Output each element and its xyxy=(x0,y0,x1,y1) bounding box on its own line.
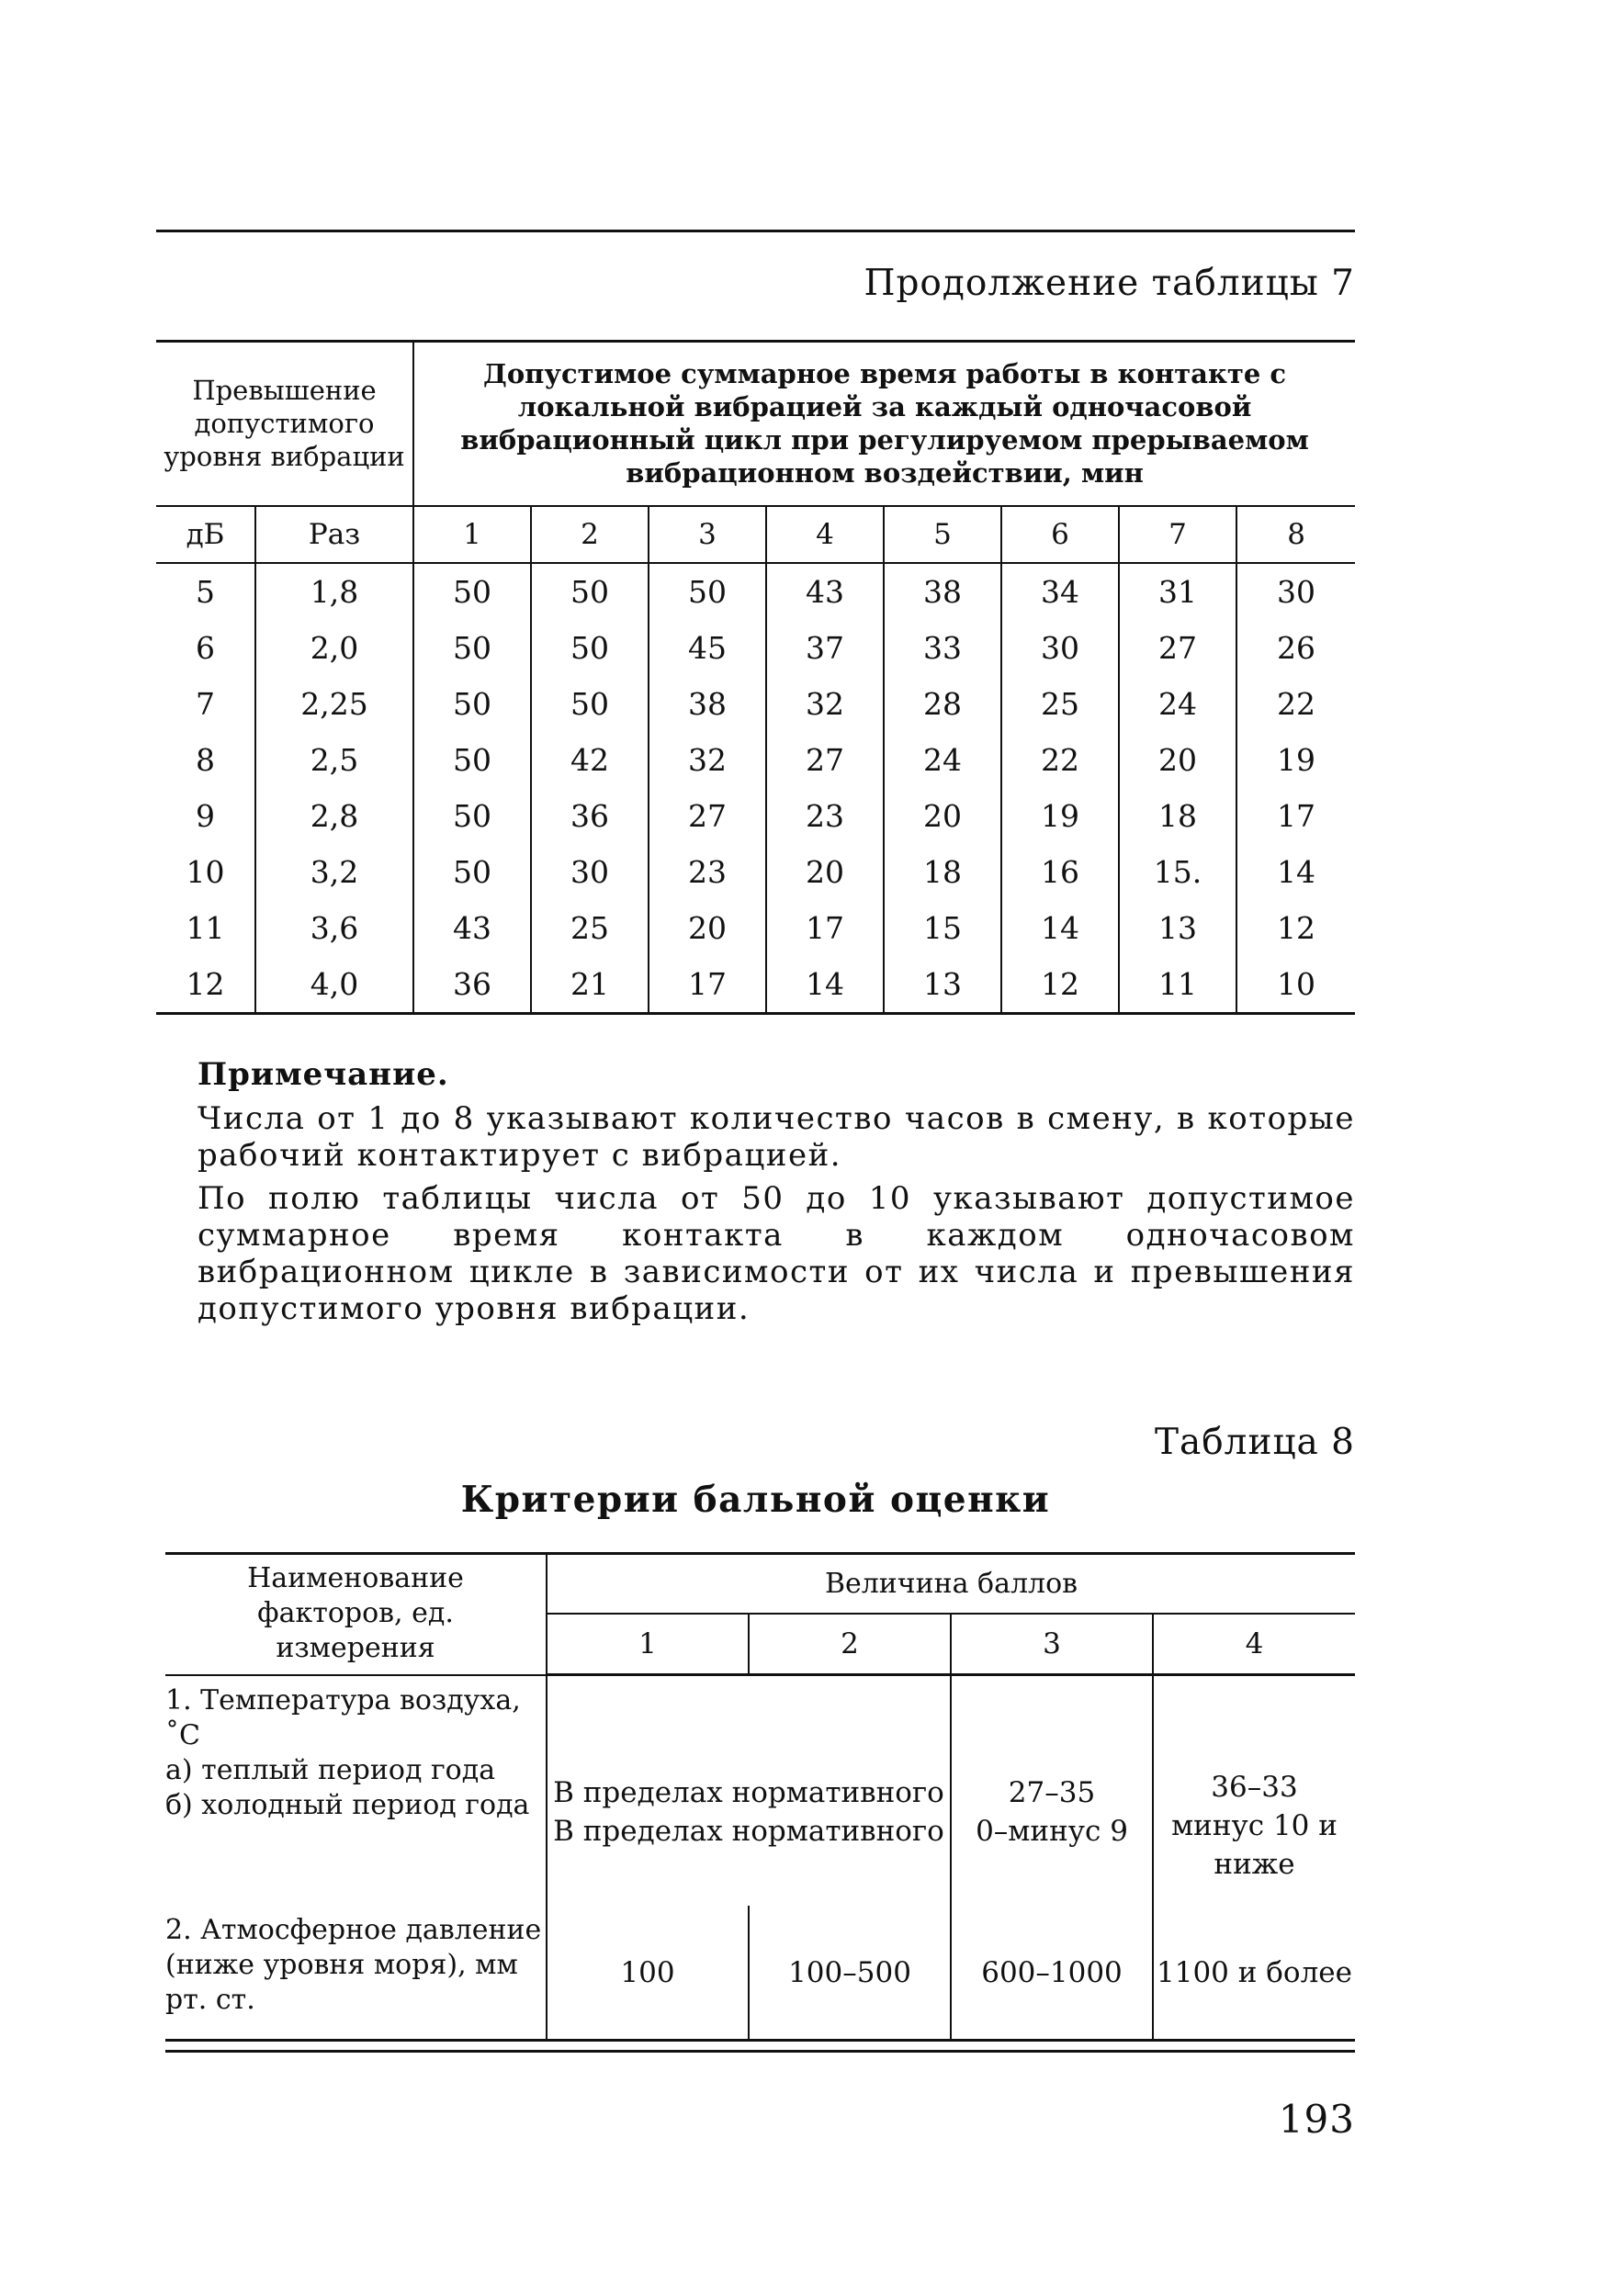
table7-cell: 26 xyxy=(1277,630,1316,666)
table8-subheader: 1 xyxy=(547,1614,749,1675)
table7-cell: 50 xyxy=(531,563,649,620)
table7-cell: 2,8 xyxy=(255,788,413,844)
table7-cell: 2,25 xyxy=(255,676,413,732)
table7-row xyxy=(156,620,1355,676)
table7-row xyxy=(156,956,1355,1014)
table7-cell: 27 xyxy=(649,788,766,844)
table7-cell: 9 xyxy=(156,788,255,844)
table7-cell: 32 xyxy=(649,732,766,788)
table8-row1-score4 xyxy=(1153,1675,1355,1907)
table7-subheader: дБ xyxy=(156,506,255,563)
table7-cell: 5 xyxy=(156,563,255,620)
table7-cell: 50 xyxy=(413,676,531,732)
table8-row2-value: 100 xyxy=(547,1906,749,2041)
factor-a: а) теплый период года xyxy=(165,1753,496,1786)
table7-cell: 11 xyxy=(1119,956,1236,1014)
table8-title: Критерии бальной оценки xyxy=(460,1479,1051,1521)
top-rule xyxy=(156,230,1355,232)
table7-cell: 19 xyxy=(1001,788,1119,844)
table8-subheader: 3 xyxy=(951,1614,1153,1675)
table7-cell: 30 xyxy=(1001,620,1119,676)
table7-cell: 50 xyxy=(413,732,531,788)
table7-cell: 24 xyxy=(1119,676,1236,732)
table7-row xyxy=(156,732,1355,788)
table7-subheader: 2 xyxy=(531,506,649,563)
table7-subheader: 8 xyxy=(1236,506,1355,563)
normative-b: В пределах нормативного xyxy=(553,1815,944,1848)
table7-row xyxy=(156,844,1355,900)
table7-cell: 36 xyxy=(531,788,649,844)
table7-cell: 23 xyxy=(649,844,766,900)
score4-b: минус 10 и ниже xyxy=(1171,1809,1338,1881)
factor-title: 1. Температура воздуха, ˚С xyxy=(165,1683,521,1751)
table7-subheader: Раз xyxy=(255,506,413,563)
table7-cell: 20 xyxy=(649,900,766,956)
table8-main-header: Величина баллов xyxy=(547,1554,1355,1614)
note-paragraph-2: По полю таблицы числа от 50 до 10 указывают допустимое суммарное время контакта в каждом одночасовом вибрационном цикле в зависимости от их числа и превышения допустимого уровня вибрации. xyxy=(198,1180,1355,1327)
table7-cell: 25 xyxy=(531,900,649,956)
score3-b: 0–минус 9 xyxy=(976,1815,1128,1848)
table7-cell: 42 xyxy=(531,732,649,788)
table7-cell: 43 xyxy=(766,563,884,620)
table7-cell: 6 xyxy=(156,620,255,676)
table7-row xyxy=(156,563,1355,620)
table7-cell: 21 xyxy=(531,956,649,1014)
table7-cell: 34 xyxy=(1001,563,1119,620)
score3-a: 27–35 xyxy=(1008,1776,1096,1809)
table8-subheader: 4 xyxy=(1153,1614,1355,1675)
table7-cell: 1,8 xyxy=(255,563,413,620)
table7-cell: 2,0 xyxy=(255,620,413,676)
normative-a: В пределах нормативного xyxy=(553,1776,944,1809)
table7-cell: 38 xyxy=(649,676,766,732)
table7-cell: 30 xyxy=(531,844,649,900)
continuation-caption: Продолжение таблицы 7 xyxy=(864,263,1355,304)
table7-cell: 43 xyxy=(413,900,531,956)
table7-subheader: 6 xyxy=(1001,506,1119,563)
note-title: Примечание. xyxy=(198,1056,449,1093)
table7-cell: 45 xyxy=(649,620,766,676)
table7-row xyxy=(156,900,1355,956)
table8-left-header: Наименование факторов, ед. измерения xyxy=(165,1554,547,1675)
table7-cell: 23 xyxy=(766,788,884,844)
table7-cell: 31 xyxy=(1119,563,1236,620)
table7-cell: 12 xyxy=(1001,956,1119,1014)
table7-cell: 19 xyxy=(1277,742,1316,778)
table8-row2-value: 100–500 xyxy=(749,1906,951,2041)
table7-cell: 20 xyxy=(766,844,884,900)
table7-row xyxy=(156,788,1355,844)
table7-cell: 36 xyxy=(413,956,531,1014)
table7-cell: 27 xyxy=(766,732,884,788)
table7-cell: 3,2 xyxy=(255,844,413,900)
table7-subheader: 4 xyxy=(766,506,884,563)
table7-cell: 50 xyxy=(413,620,531,676)
table7-cell: 22 xyxy=(1277,686,1316,722)
table7-cell: 14 xyxy=(1001,900,1119,956)
table7-cell: 15. xyxy=(1119,844,1236,900)
table7-cell: 10 xyxy=(1236,956,1355,1014)
table7-subheader: 5 xyxy=(884,506,1001,563)
table7-cell: 13 xyxy=(1119,900,1236,956)
table7-cell: 30 xyxy=(1277,574,1316,610)
table7-cell: 50 xyxy=(413,563,531,620)
table7-cell: 32 xyxy=(766,676,884,732)
table7-cell: 8 xyxy=(156,732,255,788)
table7-cell: 17 xyxy=(1277,798,1316,834)
table7-cell: 28 xyxy=(884,676,1001,732)
table7-cell: 3,6 xyxy=(255,900,413,956)
table7-cell: 17 xyxy=(649,956,766,1014)
table7-left-header: Превышение допустимого уровня вибрации xyxy=(156,342,413,506)
factor-b: б) холодный период года xyxy=(165,1788,530,1821)
table7-cell: 50 xyxy=(413,844,531,900)
table7-cell: 27 xyxy=(1119,620,1236,676)
table8-row2-value: 600–1000 xyxy=(951,1906,1153,2041)
table8-row1-normative xyxy=(547,1675,951,1907)
table7-cell: 18 xyxy=(884,844,1001,900)
table7-cell: 33 xyxy=(884,620,1001,676)
table7-cell: 2,5 xyxy=(255,732,413,788)
table7-cell: 17 xyxy=(766,900,884,956)
table7-cell: 22 xyxy=(1001,732,1119,788)
table7-cell: 20 xyxy=(884,788,1001,844)
table7-subheader: 1 xyxy=(413,506,531,563)
table7-subheader: 3 xyxy=(649,506,766,563)
table7-cell: 50 xyxy=(531,620,649,676)
table7-cell: 7 xyxy=(156,676,255,732)
table7-cell: 11 xyxy=(156,900,255,956)
table7-cell: 12 xyxy=(156,956,255,1014)
table7-cell: 12 xyxy=(1277,910,1316,946)
table7-cell: 4,0 xyxy=(255,956,413,1014)
table7-body xyxy=(156,563,1355,1014)
table-8 xyxy=(165,1554,1355,2042)
table-7 xyxy=(156,342,1355,1015)
table7-row xyxy=(156,676,1355,732)
table8-subheader: 2 xyxy=(749,1614,951,1675)
table7-cell: 20 xyxy=(1119,732,1236,788)
table7-cell: 25 xyxy=(1001,676,1119,732)
table7-cell: 18 xyxy=(1119,788,1236,844)
table8-row1-score3 xyxy=(951,1675,1153,1907)
table7-cell: 38 xyxy=(884,563,1001,620)
table7-cell: 50 xyxy=(413,788,531,844)
table7-cell: 14 xyxy=(766,956,884,1014)
table7-cell: 24 xyxy=(884,732,1001,788)
bottom-rule xyxy=(165,2050,1355,2053)
table7-cell: 37 xyxy=(766,620,884,676)
table8-label: Таблица 8 xyxy=(1154,1422,1355,1463)
table7-cell: 50 xyxy=(531,676,649,732)
table8-row1-factor xyxy=(165,1675,547,1907)
table7-cell: 15 xyxy=(884,900,1001,956)
score4-a: 36–33 xyxy=(1211,1771,1298,1804)
table7-cell: 16 xyxy=(1001,844,1119,900)
table7-subheader: 7 xyxy=(1119,506,1236,563)
table7-cell: 14 xyxy=(1277,854,1316,890)
table7-cell: 50 xyxy=(649,563,766,620)
note-paragraph-1: Числа от 1 до 8 указывают количество часов в смену, в которые рабочий контактирует с вибрацией. xyxy=(198,1100,1355,1174)
table7-cell: 13 xyxy=(884,956,1001,1014)
table7-cell: 10 xyxy=(156,844,255,900)
table7-main-header: Допустимое суммарное время работы в контакте с локальной вибрацией за каждый одночасовой вибрационный цикл при регулируемом прерываемом вибрационном воздействии, мин xyxy=(413,342,1355,506)
table8-row2-factor: 2. Атмосферное давление (ниже уровня моря), мм рт. ст. xyxy=(165,1906,547,2041)
page-number: 193 xyxy=(1278,2097,1355,2142)
table8-row2-value: 1100 и более xyxy=(1153,1906,1355,2041)
